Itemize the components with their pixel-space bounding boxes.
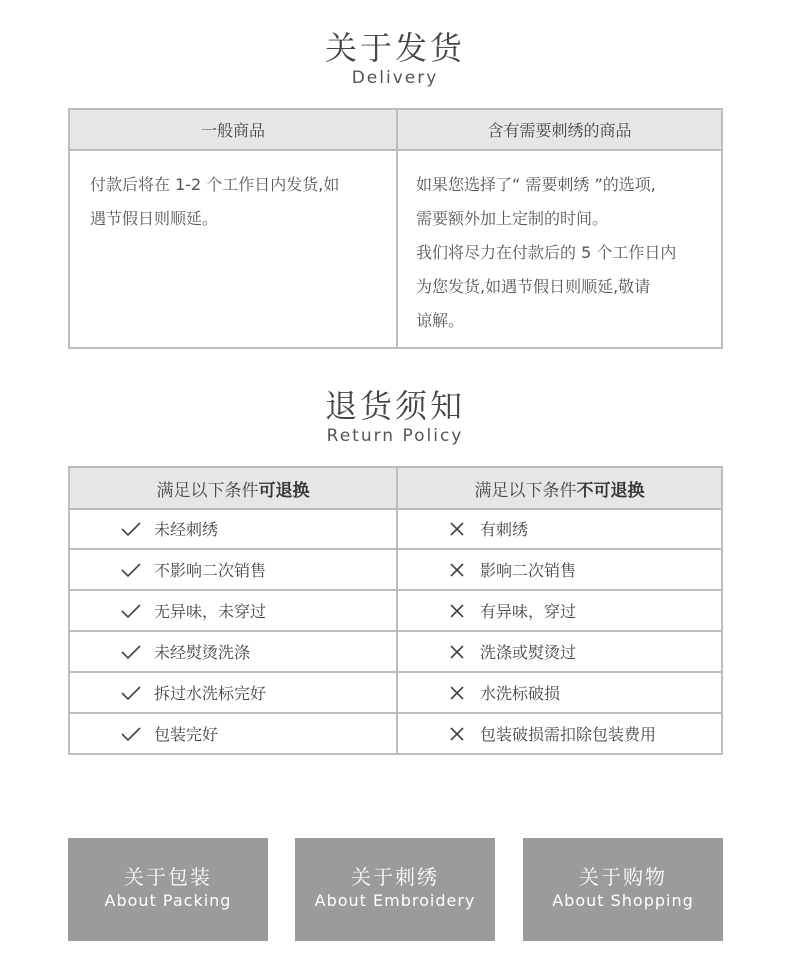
delivery-title-block [0,28,790,88]
returns-allowed-label: 包装完好 [154,725,219,744]
returns-header-not-allowed [398,468,721,510]
about-packing-en: About Packing [104,891,232,910]
returns-not-allowed-label: 洗涤或熨烫过 [480,643,577,662]
cross-icon [446,600,468,622]
cross-icon [446,559,468,581]
check-icon [120,682,142,704]
about-embroidery-button[interactable] [295,838,495,941]
check-icon [120,518,142,540]
returns-not-allowed-item [446,590,576,631]
returns-not-allowed-label: 有异味，穿过 [480,602,577,621]
delivery-embroidery-line: 如果您选择了“ 需要刺绣 ”的选项, [416,175,656,194]
cross-icon [446,723,468,745]
returns-header-allowed-prefix: 满足以下条件 [156,480,259,501]
returns-not-allowed-item [446,631,576,672]
returns-not-allowed-item [446,672,560,713]
delivery-column-divider [396,110,398,347]
delivery-title: 关于发货 [324,29,465,67]
delivery-header-general: 一般商品 [70,110,396,151]
returns-not-allowed-label: 包装破损需扣除包装费用 [480,725,657,744]
delivery-general-text [90,168,390,236]
returns-allowed-item [120,549,266,590]
cross-icon [446,518,468,540]
about-shopping-cn: 关于购物 [579,865,667,889]
about-shopping-en: About Shopping [552,891,694,910]
cross-icon [446,641,468,663]
returns-not-allowed-label: 有刺绣 [480,520,529,539]
returns-not-allowed-item [446,508,528,549]
delivery-general-line: 付款后将在 1-2 个工作日内发货,如 [90,175,340,194]
check-icon [120,559,142,581]
returns-allowed-item [120,713,218,754]
returns-allowed-label: 未经熨烫洗涤 [154,643,251,662]
returns-allowed-label: 不影响二次销售 [154,561,267,580]
returns-title: 退货须知 [324,387,465,425]
returns-table [68,466,723,755]
returns-allowed-label: 拆过水洗标完好 [154,684,267,703]
check-icon [120,723,142,745]
returns-allowed-label: 未经刺绣 [154,520,219,539]
returns-not-allowed-label: 影响二次销售 [480,561,577,580]
returns-header-not-allowed-bold: 不可退换 [576,480,645,501]
check-icon [120,641,142,663]
delivery-embroidery-line: 需要额外加上定制的时间。 [416,209,609,228]
delivery-table [68,108,723,349]
check-icon [120,600,142,622]
delivery-embroidery-text [416,168,716,338]
delivery-embroidery-line: 为您发货,如遇节假日则顺延,敬请 [416,277,651,296]
about-packing-button[interactable] [68,838,268,941]
returns-allowed-item [120,672,266,713]
returns-title-block [0,386,790,446]
returns-column-divider [396,468,398,753]
cross-icon [446,682,468,704]
delivery-general-line: 遇节假日则顺延。 [90,209,219,228]
returns-not-allowed-item [446,713,656,754]
returns-not-allowed-label: 水洗标破损 [480,684,561,703]
returns-allowed-label: 无异味，未穿过 [154,602,267,621]
delivery-subtitle: Delivery [351,68,439,88]
about-embroidery-en: About Embroidery [314,891,476,910]
about-packing-cn: 关于包装 [124,865,212,889]
returns-not-allowed-item [446,549,576,590]
returns-subtitle: Return Policy [326,426,464,446]
about-embroidery-cn: 关于刺绣 [351,865,439,889]
returns-allowed-item [120,508,218,549]
returns-header-not-allowed-prefix: 满足以下条件 [474,480,577,501]
delivery-header-embroidery: 含有需要刺绣的商品 [398,110,721,151]
returns-header-allowed-bold: 可退换 [258,480,310,501]
delivery-embroidery-line: 谅解。 [416,311,465,330]
returns-header-allowed [70,468,396,510]
about-shopping-button[interactable] [523,838,723,941]
returns-allowed-item [120,631,250,672]
delivery-embroidery-line: 我们将尽力在付款后的 5 个工作日内 [416,243,677,262]
returns-allowed-item [120,590,266,631]
